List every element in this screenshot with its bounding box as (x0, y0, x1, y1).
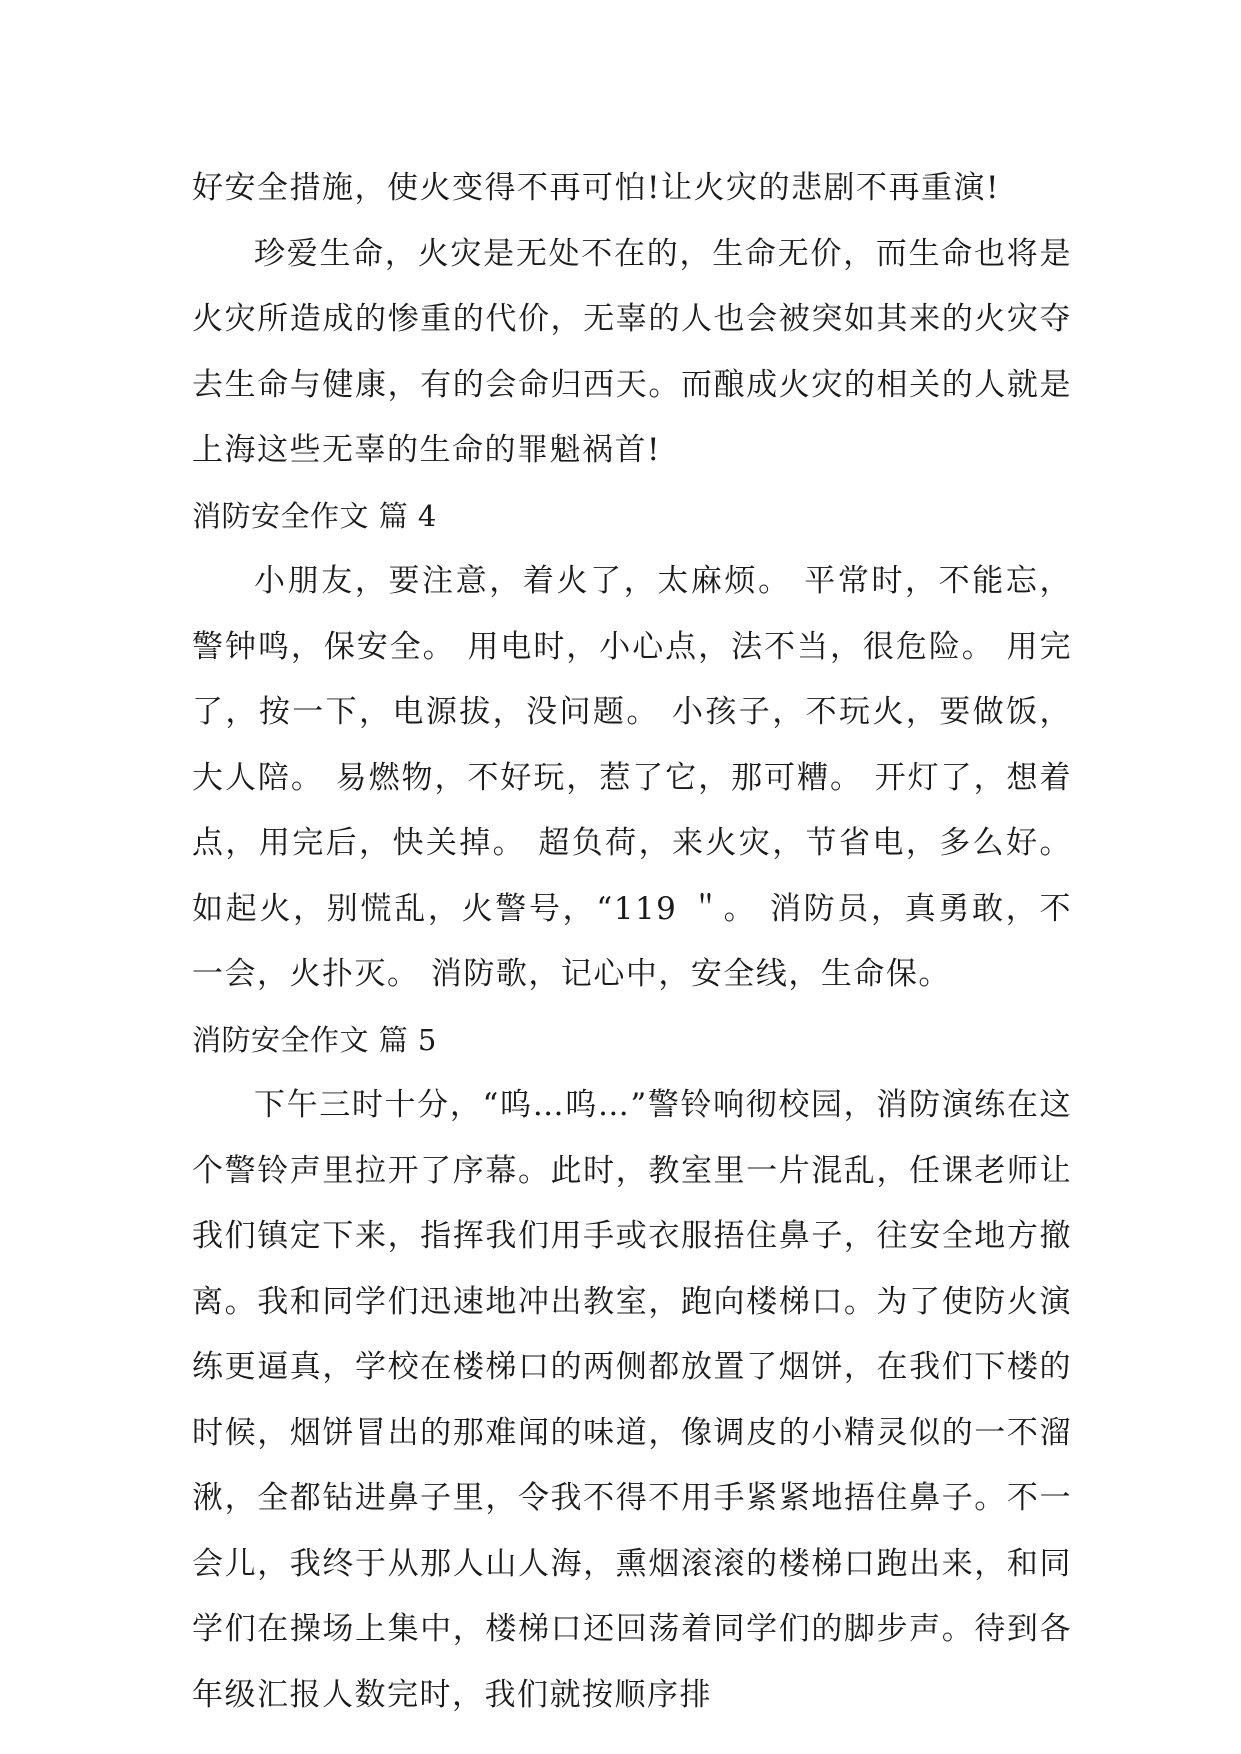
paragraph-continuation: 好安全措施，使火变得不再可怕!让火灾的悲剧不再重演! (192, 170, 1000, 206)
paragraph-cherish-life: 珍爱生命，火灾是无处不在的，生命无价，而生命也将是火灾所造成的惨重的代价，无辜的人也会被突如其来的火灾夺去生命与健康，有的会命归西天。而酿成火灾的相关的人就是上海这些无辜的生命的罪魁祸首! (192, 235, 1072, 468)
section-heading-4: 消防安全作文 篇 4 (192, 498, 437, 533)
section-heading-5: 消防安全作文 篇 5 (192, 1022, 437, 1057)
paragraph-fire-drill: 下午三时十分，“呜…呜…”警铃响彻校园，消防演练在这个警铃声里拉开了序幕。此时，教室里一片混乱，任课老师让我们镇定下来，指挥我们用手或衣服捂住鼻子，往安全地方撤离。我和同学们迅速地冲出教室，跑向楼梯口。为了使防火演练更逼真，学校在楼梯口的两侧都放置了烟饼，在我们下楼的时候，烟饼冒出的那难闻的味道，像调皮的小精灵似的一不溜湫，全都钻进鼻子里，令我不得不用手紧紧地捂住鼻子。不一会儿，我终于从那人山人海，熏烟滚滚的楼梯口跑出来，和同学们在操场上集中，楼梯口还回荡着同学们的脚步声。待到各年级汇报人数完时，我们就按顺序排 (192, 1087, 1072, 1713)
document-body (192, 156, 1072, 1728)
paragraph-fire-safety-rhyme: 小朋友，要注意，着火了，太麻烦。 平常时，不能忘，警钟鸣，保安全。 用电时，小心点，法不当，很危险。 用完了，按一下，电源拔，没问题。 小孩子，不玩火，要做饭，大人陪。 易燃物，不好玩，惹了它，那可糟。 开灯了，想着点，用完后，快关掉。 超负荷，来火灾，节省电，多么好。 如起火，别慌乱，火警号，“119 ＂。 消防员，真勇敢，不一会，火扑灭。 消防歌，记心中，安全线，生命保。 (192, 563, 1072, 992)
